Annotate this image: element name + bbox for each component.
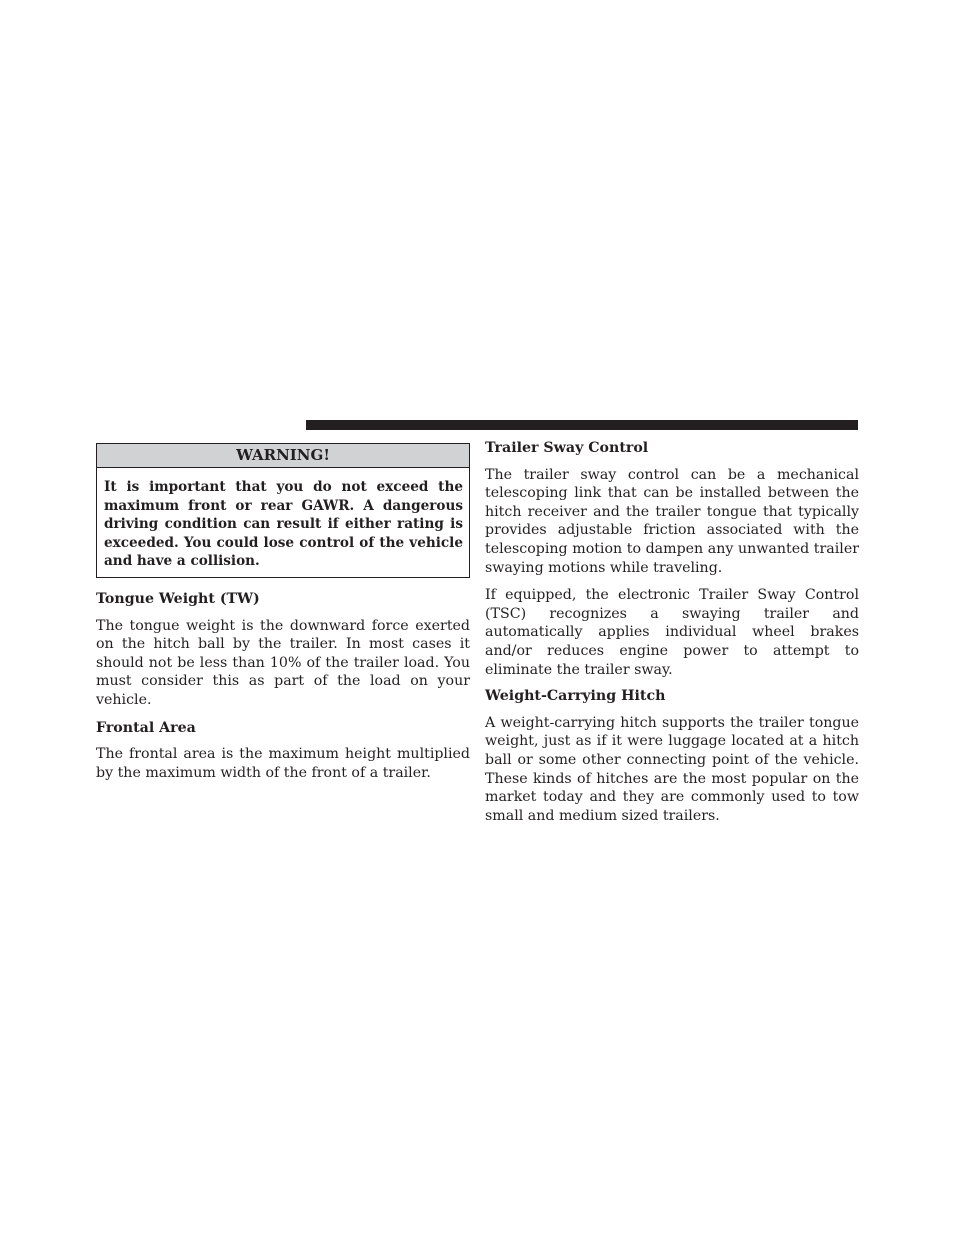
trailer-sway-control-heading: Trailer Sway Control [485,440,649,456]
trailer-sway-control-paragraph-2: If equipped, the electronic Trailer Sway Control (TSC) recognizes a swaying trailer and automatically applies individual wheel brakes and/or reduces engine power to attempt to eliminate the trailer sway. [485,587,859,678]
frontal-area-paragraph: The frontal area is the maximum height multiplied by the maximum width of the front of a trailer. [96,746,470,781]
weight-carrying-hitch-heading: Weight-Carrying Hitch [485,688,666,705]
warning-title: WARNING! [97,444,469,468]
warning-box [96,443,470,578]
warning-text: It is important that you do not exceed the maximum front or rear GAWR. A dangerous driving condition can result if either rating is exceeded. You could lose control of the vehicle and have a collision. [104,479,463,570]
tongue-weight-paragraph: The tongue weight is the downward force exerted on the hitch ball by the trailer. In most cases it should not be less than 10% of the trailer load. You must consider this as part of the load on your vehicle. [96,617,470,708]
trailer-sway-control-paragraph-1: The trailer sway control can be a mechanical telescoping link that can be installed between the hitch receiver and the trailer tongue that typically provides adjustable friction associated with the telescoping motion to dampen any unwanted trailer swaying motions while traveling. [485,466,859,576]
left-column [96,440,470,791]
section-header-bar [306,420,858,430]
weight-carrying-hitch-paragraph: A weight-carrying hitch supports the trailer tongue weight, just as if it were luggage located at a hitch ball or some other connecting point of the vehicle. These kinds of hitches are the most popular on the market today and they are commonly used to tow small and medium sized trailers. [485,714,859,824]
frontal-area-heading: Frontal Area [96,719,196,736]
tongue-weight-heading: Tongue Weight (TW) [96,590,260,607]
right-column [485,440,859,834]
